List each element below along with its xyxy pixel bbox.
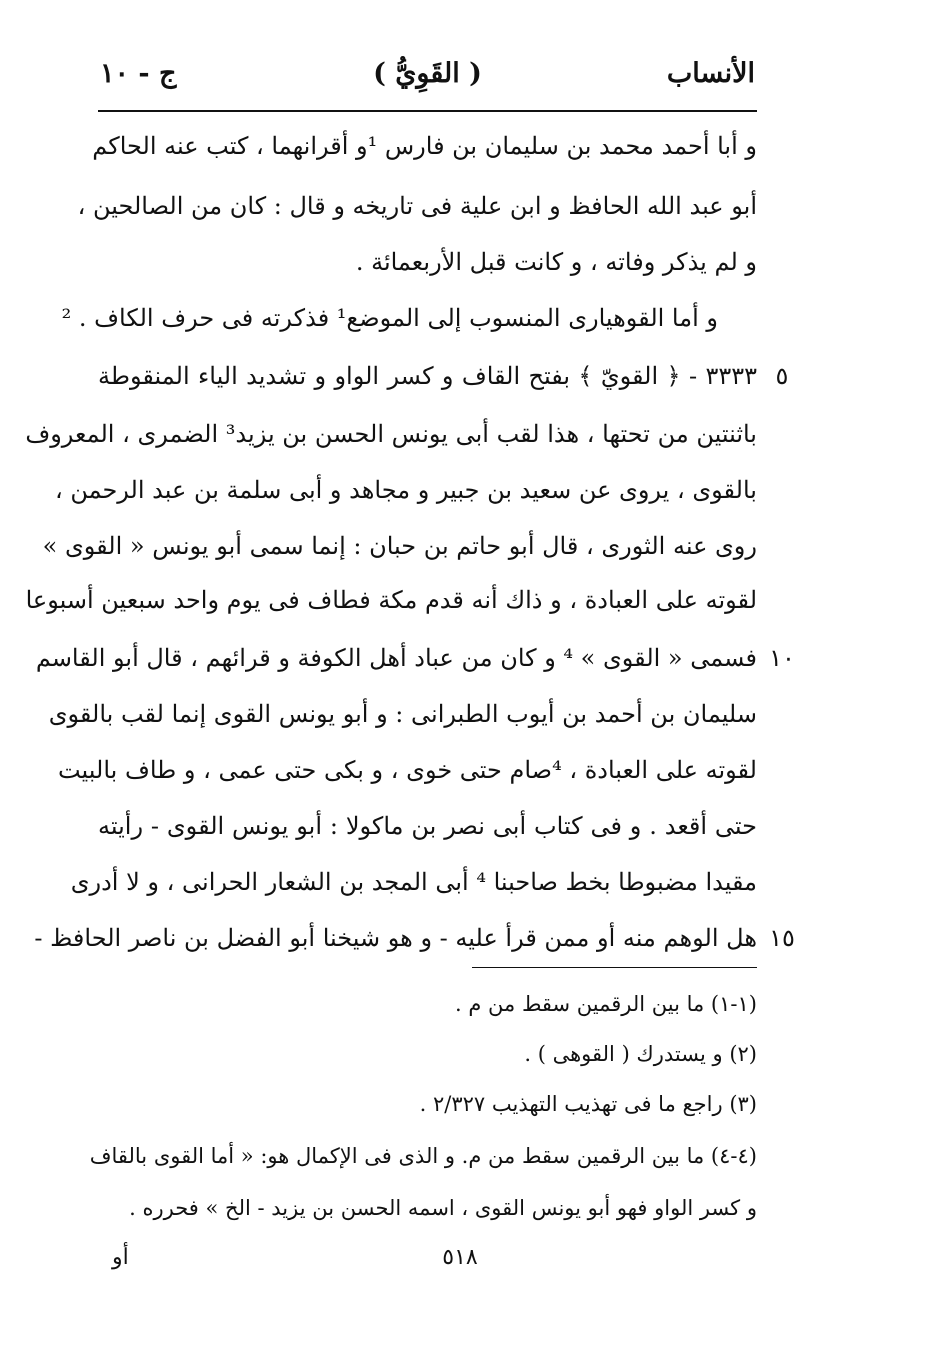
footnote: (٢) و يستدرك ( القوهى ) . [524,1042,757,1066]
running-header [100,58,755,104]
text-line: و أما القوهيارى المنسوب إلى الموضع¹ فذكرته فى حرف الكاف . ² [61,304,718,332]
line-number: ٥ [775,362,789,390]
text-line: روى عنه الثورى ، قال أبو حاتم بن حبان : إنما سمى أبو يونس « القوى » [42,532,757,560]
text-line: أبو عبد الله الحافظ و ابن علية فى تاريخه و قال : كان من الصالحين ، [77,192,757,220]
page-number: ٥١٨ [442,1245,478,1270]
entry-heading-line: ٣٣٣٣ - ﴿ القويّ ﴾ بفتح القاف و كسر الواو و تشديد الياء المنقوطة [98,362,757,390]
line-number: ١٥ [769,924,795,952]
footnote: (٣) راجع ما فى تهذيب التهذيب ٢/٣٢٧ . [419,1092,757,1116]
volume-number: ج - ١٠ [100,58,177,89]
section-title: ( القَوِيُّ ) [373,58,482,89]
catchword: أو [112,1245,129,1270]
text-line: سليمان بن أحمد بن أيوب الطبرانى : و أبو يونس القوى إنما لقب بالقوى [48,700,757,728]
text-line: لقوته على العبادة ، ⁴صام حتى خوى ، و بكى حتى عمى ، و طاف بالبيت [57,756,757,784]
book-title: الأنساب [666,58,755,89]
line-number: ١٠ [769,644,795,672]
text-line: هل الوهم منه أو ممن قرأ عليه - و هو شيخنا أبو الفضل بن ناصر الحافظ - [34,924,757,952]
footnote-divider [472,967,757,968]
footnote-continuation: و كسر الواو فهو أبو يونس القوى ، اسمه الحسن بن يزيد - الخ » فحرره . [129,1196,757,1220]
footnote: (١-١) ما بين الرقمين سقط من م . [455,992,757,1016]
text-line: حتى أقعد . و فى كتاب أبى نصر بن ماكولا : أبو يونس القوى - رأيته [98,812,757,840]
text-line: بالقوى ، يروى عن سعيد بن جبير و مجاهد و أبى سلمة بن عبد الرحمن ، [54,476,757,504]
footnote: (٤-٤) ما بين الرقمين سقط من م. و الذى فى الإكمال هو: « أما القوى بالقاف [89,1144,757,1168]
header-divider [98,110,757,112]
text-line: و لم يذكر وفاته ، و كانت قبل الأربعمائة . [355,248,757,276]
text-line: فسمى « القوى » ⁴ و كان من عباد أهل الكوفة و قرائهم ، قال أبو القاسم [35,644,757,672]
text-line: لقوته على العبادة ، و ذاك أنه قدم مكة فطاف فى يوم واحد سبعين أسبوعا [25,586,757,614]
text-line: باثنتين من تحتها ، هذا لقب أبى يونس الحسن بن يزيد³ الضمرى ، المعروف [25,420,757,448]
text-line: و أبا أحمد محمد بن سليمان بن فارس ¹و أقرانهما ، كتب عنه الحاكم [92,132,757,160]
text-line: مقيدا مضبوطا بخط صاحبنا ⁴ أبى المجد بن الشعار الحرانى ، و لا أدرى [70,868,757,896]
